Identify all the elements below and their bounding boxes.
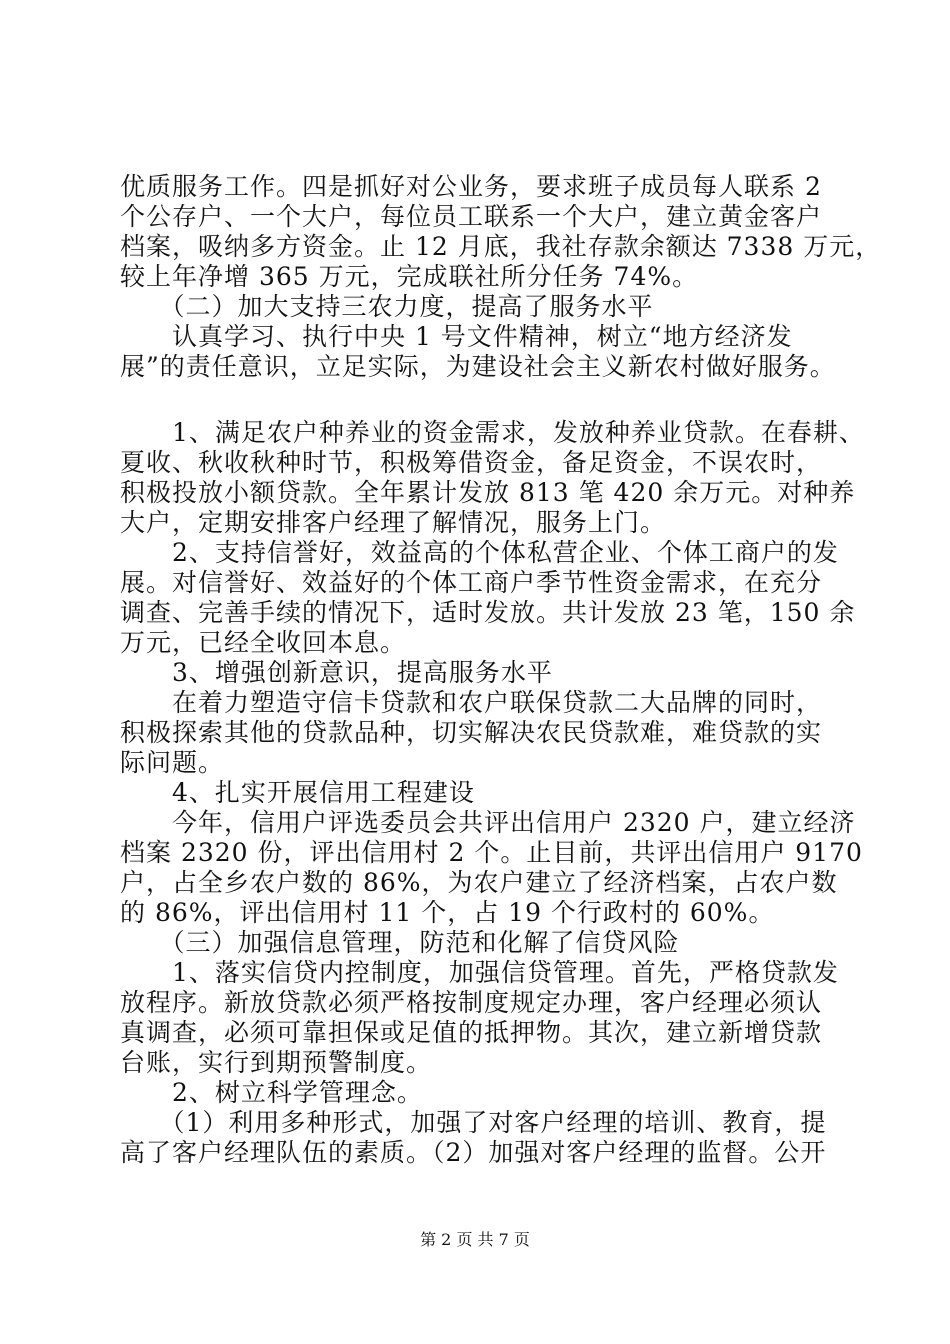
text-line: 展”的责任意识，立足实际，为建设社会主义新农村做好服务。	[120, 352, 836, 381]
text-line: 调查、完善手续的情况下，适时发放。共计发放 23 笔，150 余	[120, 598, 856, 627]
text-line: （1）利用多种形式，加强了对客户经理的培训、教育，提	[120, 1108, 827, 1137]
text-line: 际问题。	[120, 748, 225, 777]
section-heading: （三）加强信息管理，防范和化解了信贷风险	[120, 928, 680, 957]
paragraph-gap	[120, 382, 840, 418]
text-line: 万元，已经全收回本息。	[120, 628, 407, 657]
subsection-heading: 2、树立科学管理念。	[120, 1078, 423, 1107]
text-line: 展。对信誉好、效益好的个体工商户季节性资金需求，在充分	[120, 568, 823, 597]
text-line: 放程序。新放贷款必须严格按制度规定办理，客户经理必须认	[120, 988, 823, 1017]
text-line: 台账，实行到期预警制度。	[120, 1048, 433, 1077]
document-body	[120, 172, 882, 1168]
text-line: 积极探索其他的贷款品种，切实解决农民贷款难，难贷款的实	[120, 718, 823, 747]
section-heading: （二）加大支持三农力度，提高了服务水平	[120, 292, 654, 321]
text-line: 真调查，必须可靠担保或足值的抵押物。其次，建立新增贷款	[120, 1018, 823, 1047]
text-line: 1、落实信贷内控制度，加强信贷管理。首先，严格贷款发	[120, 958, 839, 987]
text-line: 档案，吸纳多方资金。止 12 月底，我社存款余额达 7338 万元，	[120, 232, 882, 261]
text-line: 积极投放小额贷款。全年累计发放 813 笔 420 余万元。对种养	[120, 478, 856, 507]
text-line: 个公存户、一个大户，每位员工联系一个大户，建立黄金客户	[120, 202, 823, 231]
subsection-heading: 4、扎实开展信用工程建设	[120, 778, 475, 807]
text-line: 认真学习、执行中央 1 号文件精神，树立“地方经济发	[120, 322, 793, 351]
text-line: 在着力塑造守信卡贷款和农户联保贷款二大品牌的同时，	[120, 688, 823, 717]
text-line: 大户，定期安排客户经理了解情况，服务上门。	[120, 508, 667, 537]
text-line: 的 86%，评出信用村 11 个，占 19 个行政村的 60%。	[120, 898, 775, 927]
text-line: 今年，信用户评选委员会共评出信用户 2320 户，建立经济	[120, 808, 856, 837]
text-line: 较上年净增 365 万元，完成联社所分任务 74%。	[120, 262, 699, 291]
subsection-heading: 3、增强创新意识，提高服务水平	[120, 658, 553, 687]
text-line: 优质服务工作。四是抓好对公业务，要求班子成员每人联系 2	[120, 172, 822, 201]
page-footer: 第 2 页 共 7 页	[420, 1230, 530, 1249]
text-line: 档案 2320 份，评出信用村 2 个。止目前，共评出信用户 9170	[120, 838, 863, 867]
text-line: 户，占全乡农户数的 86%，为农户建立了经济档案，占农户数	[120, 868, 838, 897]
text-line: 夏收、秋收秋种时节，积极筹借资金，备足资金，不误农时，	[120, 448, 823, 477]
text-line: 2、支持信誉好，效益高的个体私营企业、个体工商户的发	[120, 538, 839, 567]
text-line: 1、满足农户种养业的资金需求，发放种养业贷款。在春耕、	[120, 418, 865, 447]
text-line: 高了客户经理队伍的素质。（2）加强对客户经理的监督。公开	[120, 1138, 827, 1167]
